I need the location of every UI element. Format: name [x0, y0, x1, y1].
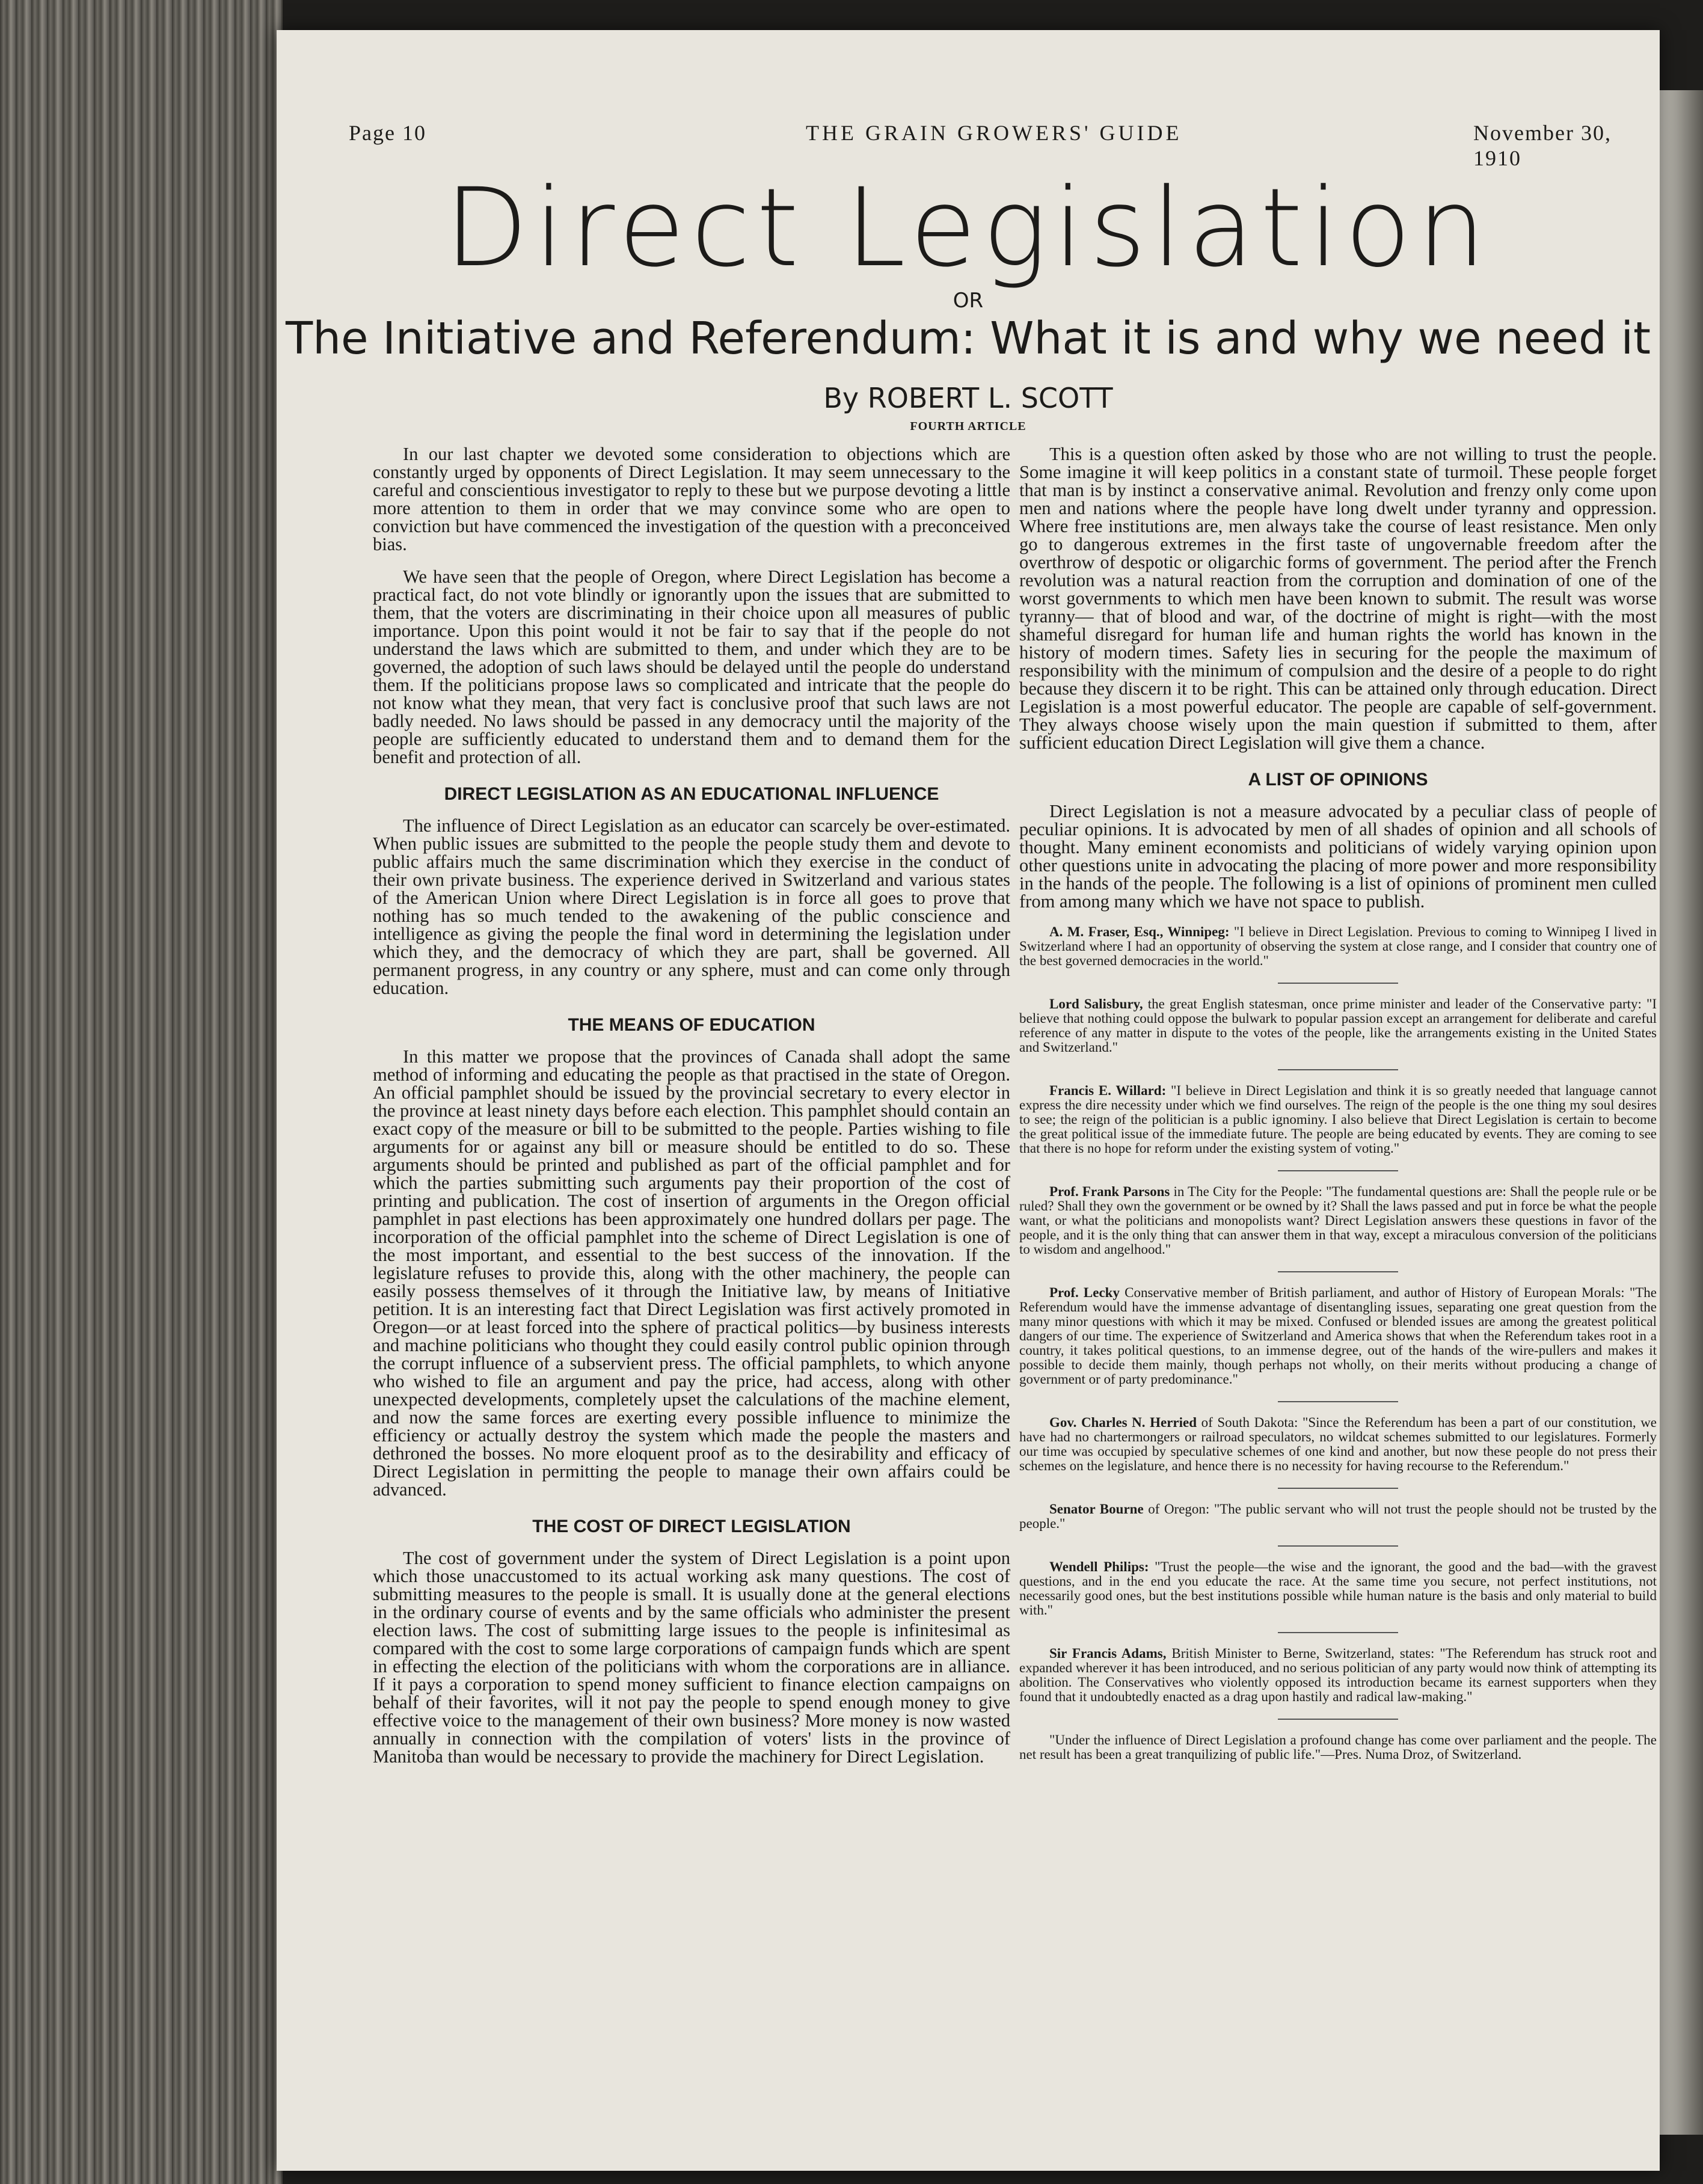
opinion-quote — [1019, 997, 1657, 1055]
opinion-quote — [1019, 1502, 1657, 1531]
paragraph: We have seen that the people of Oregon, where Direct Legislation has become a practical fact, do not vote blindly or ignorantly upon the issues that are submitted to them, that the voters are discriminating in their choice upon all measures of public importance. Upon this point would it not be fair to say that if the people do not understand the laws which are submitted to them, and under which they are to be governed, the adoption of such laws should be delayed until the people do understand them. If the politicians propose laws so complicated and intricate that the people do not know what they mean, that very fact is conclusive proof that such laws are not badly needed. No laws should be passed in any democracy until the majority of the people are sufficiently educated to understand them and to demand them for the benefit and protection of all. — [373, 566, 1010, 767]
quote-author: Lord Salisbury, — [1049, 996, 1143, 1011]
quote-divider — [1278, 1401, 1398, 1402]
quote-author: Sir Francis Adams, — [1049, 1646, 1167, 1661]
opinion-quote — [1019, 1646, 1657, 1704]
quote-text: Conservative member of British parliament, and author of History of European Morals: "The Referendum would have the immense advantage of disentangling issues, separating one great question from the many minor questions with which it may be mixed. Confused or blended issues are among the greatest political dangers of our time. The experience of Switzerland and America shows that when the Referendum takes root in a country, it takes political questions, to an immense degree, out of the hands of the wire-pullers and makes it possible to decide them mainly, though perhaps not wholly, on their merits without producing a change of government or of party predominance." — [1019, 1285, 1657, 1387]
left-column — [373, 445, 1010, 1780]
quote-text: "Trust the people—the wise and the ignorant, the good and the bad—with the gravest questions, and in the end you educate the race. At the same time you secure, not perfect institutions, not necessarily good ones, but the best institutions possible while human nature is the basis and only material to build with." — [1019, 1559, 1657, 1618]
byline: By ROBERT L. SCOTT — [823, 382, 1113, 414]
paragraph: In our last chapter we devoted some consideration to objections which are constantly urged by opponents of Direct Legislation. It may seem unnecessary to the careful and conscientious investigator to reply to these but we purpose devoting a little more attention to them in order that we may convince some who are open to conviction but have commenced the investigation of the question with a preconceived bias. — [373, 444, 1010, 554]
opinion-quote — [1019, 1733, 1657, 1762]
quote-divider — [1278, 1488, 1398, 1489]
opinion-quote — [1019, 1185, 1657, 1257]
opinion-quote — [1019, 1560, 1657, 1618]
quote-text: in The City for the People: "The fundamental questions are: Shall the people rule or be ruled? Shall they own the government or be owned by it? Shall the laws passed and put in force be what the people want, or what the politicians and monopolists want? Direct Legislation answers these questions in favor of the people, and it is the only thing that can answer them in that way, except a miraculous conversion of the politicians to wisdom and angelhood." — [1019, 1184, 1657, 1257]
opinion-quote — [1019, 1416, 1657, 1473]
quote-divider — [1278, 1632, 1398, 1633]
page-number: Page 10 — [349, 121, 426, 145]
quote-text: "I believe in Direct Legislation and think it is so greatly needed that language cannot express the dire necessity under which we find ourselves. The reign of the people is the one thing my soul desires to see; the reign of the politician is a public ignominy. I also believe that Direct Legislation is certain to become the great political issue of the immediate future. The people are being educated by events. They are coming to see that there is no hope for reform under the existing system of voting." — [1019, 1083, 1657, 1156]
opinion-quote — [1019, 925, 1657, 968]
opinion-quote — [1019, 1084, 1657, 1156]
paragraph: The influence of Direct Legislation as an educator can scarcely be over-estimated. When public issues are submitted to the people the people study them and devote to public affairs much the same discrimination which they exercise in the conduct of their own private business. The experience derived in Switzerland and various states of the American Union where Direct Legislation is in force all goes to prove that nothing has so much tended to the awakening of the public conscience and intelligence as giving the people the final word in determining the legislation under which they, and the democracy of which they are part, shall be governed. All permanent progress, in any country or any sphere, must and can come only through education. — [373, 815, 1010, 998]
paragraph: In this matter we propose that the provinces of Canada shall adopt the same method of informing and educating the people as that practised in the state of Oregon. An official pamphlet should be issued by the provincial secretary to every elector in the province at least ninety days before each election. This pamphlet should contain an exact copy of the measure or bill to be submitted to the people. Parties wishing to file arguments for or against any bill or measure should be entitled to do so. These arguments should be printed and published as part of the official pamphlet and for which the parties submitting such arguments pay their proportion of the cost of printing and publication. The cost of insertion of arguments in the Oregon official pamphlet in past elections has been approximately one hundred dollars per page. The incorporation of the official pamphlet into the scheme of Direct Legislation is one of the most important, and essential to the best success of the innovation. If the legislature refuses to provide this, along with the other machinery, the people can easily possess themselves of it through the Initiative law, by means of Initiative petition. It is an interesting fact that Direct Legislation was first actively promoted in Oregon—or at least forced into the sphere of practical politics—by business interests and machine politicians who thought they could easily control public opinion through the corrupt influence of a subservient press. The official pamphlets, to which anyone who wished to file an argument and pay the price, had access, along with other unexpected developments, completely upset the calculations of the machine element, and now the same forces are exerting every possible influence to minimize the efficiency or actually destroy the system which made the people the masters and dethroned the bosses. No more eloquent proof as to the desirability and efficacy of Direct Legislation in permitting the people to manage their own affairs could be advanced. — [373, 1046, 1010, 1500]
quote-author: Francis E. Willard: — [1049, 1083, 1167, 1098]
masthead: THE GRAIN GROWERS' GUIDE — [806, 121, 1182, 145]
quote-divider — [1278, 1170, 1398, 1171]
quote-author: Prof. Frank Parsons — [1049, 1184, 1170, 1199]
quote-divider — [1278, 983, 1398, 984]
paragraph: Direct Legislation is not a measure advocated by a peculiar class of people of peculiar opinions. It is advocated by men of all shades of opinion and all schools of thought. Many eminent economists and politicians of widely varying opinion upon other questions unite in advocating the placing of more power and more responsibility in the hands of the people. The following is a list of opinions of prominent men culled from among many which we have not space to publish. — [1019, 801, 1657, 912]
paragraph: This is a question often asked by those who are not willing to trust the people. Some imagine it will keep politics in a constant state of turmoil. These people forget that man is by instinct a conservative animal. Revolution and frenzy only come upon men and nations where the people have long dwelt under tyranny and oppression. Where free institutions are, men always take the course of least resistance. Men only go to dangerous extremes in the first taste of ungovernable freedom after the overthrow of despotic or oligarchic forms of government. The period after the French revolution was a natural reaction from the corruption and domination of one of the worst governments to which men have been known to submit. The result was worse tyranny— that of blood and war, of the doctrine of might is right—with the most shameful disregard for human life and human rights the world has known in the history of modern times. Safety lies in securing for the people the maximum of responsibility with the minimum of compulsion and the desire of a people to do right because they discern it to be right. This can be attained only through education. Direct Legislation is a most powerful educator. The people are capable of self-government. They always choose wisely upon the main question if submitted to them, after sufficient education Direct Legislation will give them a chance. — [1019, 444, 1657, 753]
opinion-quote — [1019, 1286, 1657, 1387]
quote-author: Senator Bourne — [1049, 1502, 1144, 1517]
quote-divider — [1278, 1069, 1398, 1070]
right-column — [1019, 445, 1657, 1776]
newspaper-page — [277, 30, 1660, 2171]
quote-text: the great English statesman, once prime minister and leader of the Conservative party: "I believe that nothing could oppose the bulwark to popular passion except an arrangement for deliberate and careful reference of any matter in dispute to the votes of the people, like the arrangements existing in the United States and Switzerland." — [1019, 996, 1657, 1055]
quote-text: of Oregon: "The public servant who will not trust the people should not be trusted by the people." — [1019, 1502, 1657, 1531]
quote-text: "Under the influence of Direct Legislation a profound change has come over parliament and the people. The net result has been a great tranquilizing of public life."—Pres. Numa Droz, of Switzerland. — [1019, 1732, 1657, 1762]
quote-author: A. M. Fraser, Esq., Winnipeg: — [1049, 924, 1230, 939]
quote-text: "I believe in Direct Legislation. Previous to coming to Winnipeg I lived in Switzerland where I had an opportunity of observing the system at close range, and I consider that country one of the best governed democracies in the world." — [1019, 924, 1657, 968]
section-heading: A LIST OF OPINIONS — [1248, 770, 1428, 790]
facing-page-edge — [1660, 90, 1703, 2135]
headline-or: OR — [953, 289, 984, 313]
opinion-list — [1019, 925, 1657, 1762]
quote-author: Wendell Philips: — [1049, 1559, 1149, 1574]
quote-divider — [1278, 1271, 1398, 1272]
headline: Direct Legislation — [444, 165, 1492, 291]
section-heading: THE MEANS OF EDUCATION — [568, 1015, 815, 1035]
book-page-edges — [0, 0, 283, 2184]
section-heading: THE COST OF DIRECT LEGISLATION — [532, 1517, 851, 1536]
subheadline: The Initiative and Referendum: What it is and why we need it — [285, 313, 1651, 364]
issue-date: November 30, 1910 — [1473, 121, 1612, 170]
quote-text: British Minister to Berne, Switzerland, states: "The Referendum has struck root and expanded wherever it has been introduced, and no serious politician of any party would now think of attempting its abolition. The Conservatives who violently opposed its introduction became its earnest supporters when they found that it undoubtedly enacted as a drag upon hastily and radical law-making." — [1019, 1646, 1657, 1704]
quote-divider — [1278, 1545, 1398, 1547]
quote-divider — [1278, 1719, 1398, 1720]
section-heading: DIRECT LEGISLATION AS AN EDUCATIONAL INFLUENCE — [444, 784, 939, 804]
quote-author: Gov. Charles N. Herried — [1049, 1415, 1197, 1430]
quote-text: of South Dakota: "Since the Referendum has been a part of our constitution, we have had no chartermongers or railroad speculators, no wildcat schemes submitted to our legislatures. Formerly our time was occupied by speculative schemes of one kind and another, but now these people do not press their schemes on the legislature, and hence there is no necessity for having recourse to the Referendum." — [1019, 1415, 1657, 1473]
quote-author: Prof. Lecky — [1049, 1285, 1120, 1300]
paragraph: The cost of government under the system of Direct Legislation is a point upon which those unaccustomed to its actual working ask many questions. The cost of submitting measures to the people is small. It is usually done at the general elections in the ordinary course of events and by the same officials who administer the present election laws. The cost of submitting large issues to the people is infinitesimal as compared with the cost to some large corporations of campaign funds which are spent in effecting the election of the politicians with whom the corporations are in alliance. If it pays a corporation to spend money sufficient to finance election campaigns on behalf of their favorites, will it not pay the people to spend enough money to give effective voice to the management of their own business? More money is now wasted annually in connection with the compilation of voters' lists in the province of Manitoba than would be necessary to provide the machinery for Direct Legislation. — [373, 1548, 1010, 1767]
article-number: FOURTH ARTICLE — [910, 420, 1026, 433]
